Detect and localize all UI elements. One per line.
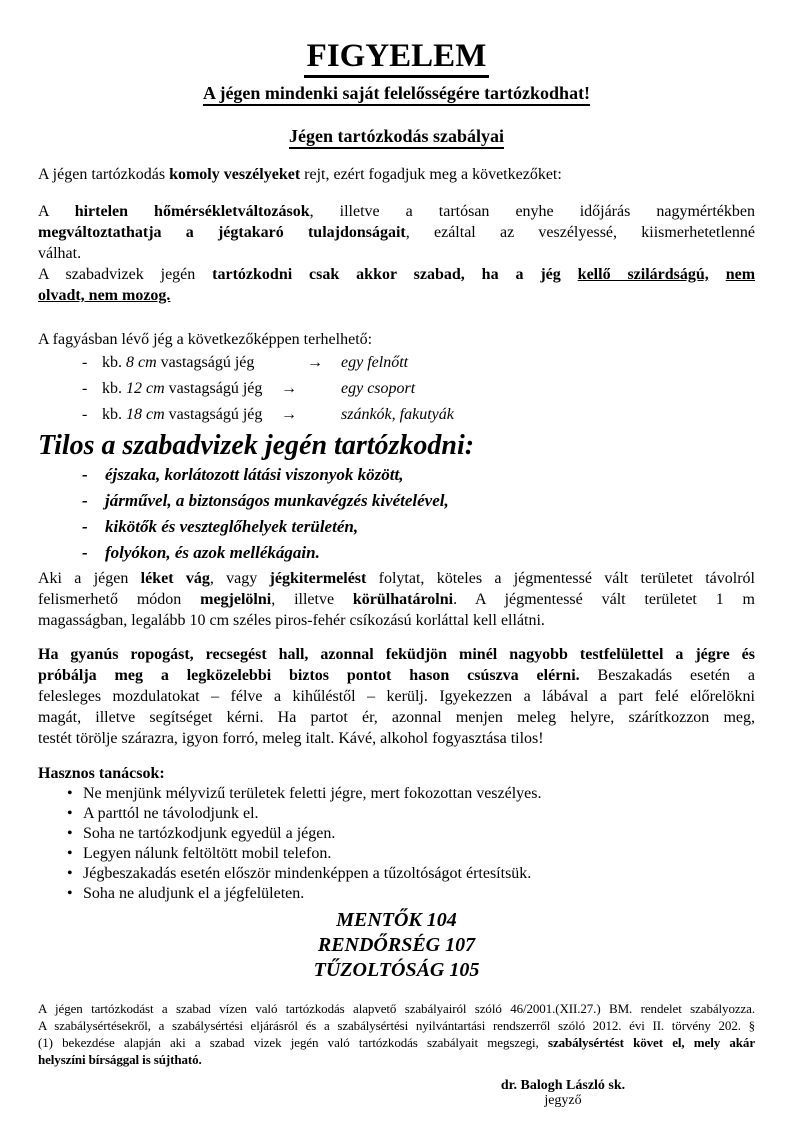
prohibition-text: járművel, a biztonságos munkavégzés kivételével, bbox=[105, 491, 449, 510]
text-line: A jégen tartózkodás komoly veszélyeket rejt, ezért fogadjuk meg a következőket: bbox=[38, 166, 562, 183]
prohibition-item bbox=[38, 488, 755, 514]
tip-item bbox=[38, 824, 755, 844]
prohibition-text: kikötők és veszteglőhelyek területén, bbox=[105, 517, 359, 536]
tip-text: Legyen nálunk feltöltött mobil telefon. bbox=[83, 845, 332, 862]
signature-block bbox=[463, 1078, 663, 1108]
text-line: Aki a jégen léket vág, vagy jégkitermelést folytat, köteles a jégmentessé vált területet távolról bbox=[38, 570, 755, 587]
emergency-ambulance-line: MENTŐK 104 bbox=[336, 909, 457, 931]
tip-text: Soha ne tartózkodjunk egyedül a jégen. bbox=[83, 825, 336, 842]
thickness-result: egy felnőtt bbox=[341, 354, 409, 371]
dash-icon: - bbox=[82, 406, 88, 423]
arrow-icon: → bbox=[281, 406, 297, 423]
tips-list bbox=[38, 784, 755, 904]
tip-item bbox=[38, 884, 755, 904]
ice-thickness-row bbox=[38, 350, 755, 376]
tip-item bbox=[38, 804, 755, 824]
intro-paragraph bbox=[38, 164, 755, 185]
ice-thickness-row bbox=[38, 376, 755, 402]
tip-text: Jégbeszakadás esetén először mindenképpen a tűzoltóságot értesítsük. bbox=[83, 865, 532, 882]
ice-thickness-row bbox=[38, 402, 755, 428]
bullet-icon: • bbox=[67, 825, 73, 842]
bullet-icon: • bbox=[67, 845, 73, 862]
thickness-result: egy csoport bbox=[341, 380, 416, 397]
text-line: helyszíni bírsággal is sújtható. bbox=[38, 1052, 202, 1067]
useful-tips-heading: Hasznos tanácsok: bbox=[38, 765, 165, 782]
prohibition-list bbox=[38, 462, 755, 566]
text-line: felesleges mozdulatokat – félve a kihűléstől – kerülj. Igyekezzen a lábával a part felé előrelökni bbox=[38, 688, 755, 705]
tip-text: Soha ne aludjunk el a jégfelületen. bbox=[83, 885, 305, 902]
ice-hole-paragraph bbox=[38, 568, 755, 631]
ice-thickness-list bbox=[38, 350, 755, 428]
text-line: A szabadvizek jegén tartózkodni csak akkor szabad, ha a jég kellő szilárdságú, nem bbox=[38, 266, 756, 283]
dash-icon: - bbox=[82, 380, 88, 397]
signatory-name: dr. Balogh László sk. bbox=[500, 1078, 626, 1093]
thickness-label: kb. 18 cm vastagságú jég bbox=[102, 406, 263, 423]
text-line: testét törölje szárazra, igyon forró, meleg italt. Kávé, alkohol fogyasztása tilos! bbox=[38, 730, 544, 747]
text-line: megváltoztathatja a jégtakaró tulajdonságait, ezáltal az veszélyessé, kiismerhetetlenné bbox=[38, 224, 755, 241]
text-line: magasságban, legalább 10 cm széles piros-fehér csíkozású korláttal kell ellátni. bbox=[38, 612, 545, 629]
prohibition-item bbox=[38, 462, 755, 488]
dash-icon: - bbox=[82, 543, 88, 562]
thickness-label: kb. 12 cm vastagságú jég bbox=[102, 380, 263, 397]
dash-icon: - bbox=[82, 517, 88, 536]
emergency-police-line: RENDŐRSÉG 107 bbox=[317, 934, 476, 956]
text-line: felismerhető módon megjelölni, illetve körülhatárolni. A jégmentessé vált területet 1 m bbox=[38, 591, 756, 608]
rules-heading: Jégen tartózkodás szabályai bbox=[38, 125, 755, 147]
tip-text: A parttól ne távolodjunk el. bbox=[83, 805, 259, 822]
prohibition-text: éjszaka, korlátozott látási viszonyok között, bbox=[105, 465, 404, 484]
dash-icon: - bbox=[82, 491, 88, 510]
dash-icon: - bbox=[82, 465, 88, 484]
ice-strength-paragraph bbox=[38, 264, 755, 306]
text-line: A jégen tartózkodást a szabad vízen való tartózkodás alapvető szabályairól szóló 46/2001.(XII.27.) BM. rendelet szabályozza. bbox=[38, 1001, 755, 1016]
thickness-result: szánkók, fakutyák bbox=[341, 406, 454, 423]
text-line: olvadt, nem mozog. bbox=[38, 287, 171, 304]
arrow-icon: → bbox=[281, 380, 297, 397]
prohibition-item bbox=[38, 540, 755, 566]
tip-item bbox=[38, 784, 755, 804]
prohibition-text: folyókon, és azok mellékágain. bbox=[105, 543, 320, 562]
emergency-procedure-paragraph bbox=[38, 644, 755, 749]
signatory-title: jegyző bbox=[544, 1093, 582, 1108]
bullet-icon: • bbox=[67, 805, 73, 822]
weather-paragraph bbox=[38, 201, 755, 264]
legal-paragraph bbox=[38, 1000, 755, 1068]
tip-item bbox=[38, 864, 755, 884]
text-line: A hirtelen hőmérsékletváltozások, illetve a tartósan enyhe időjárás nagymértékben bbox=[38, 203, 755, 220]
bullet-icon: • bbox=[67, 865, 73, 882]
text-line: (1) bekezdése alapján aki a szabad vizek jegén való tartózkodás szabályait megszegi, szabálysértést követ el, mely akár bbox=[38, 1035, 755, 1050]
emergency-numbers bbox=[38, 908, 755, 983]
load-capacity-intro: A fagyásban lévő jég a következőképpen terhelhető: bbox=[38, 331, 373, 348]
text-line: A szabálysértésekről, a szabálysértési eljárásról és a szabálysértési nyilvántartási rendszerről szóló 2012. évi II. törvény 202. § bbox=[38, 1018, 755, 1033]
text-line: válhat. bbox=[38, 245, 82, 262]
prohibition-heading: Tilos a szabadvizek jegén tartózkodni: bbox=[38, 430, 475, 461]
text-line: próbálja meg a legközelebbi biztos pontot hason csúszva elérni. Beszakadás esetén a bbox=[38, 667, 755, 684]
tip-text: Ne menjünk mélyvizű területek feletti jégre, mert fokozottan veszélyes. bbox=[83, 785, 542, 802]
tip-item bbox=[38, 844, 755, 864]
notice-title: FIGYELEM bbox=[38, 38, 755, 74]
text-line: Ha gyanús ropogást, recsegést hall, azonnal feküdjön minél nagyobb testfelülettel a jégre és bbox=[38, 646, 755, 663]
bullet-icon: • bbox=[67, 885, 73, 902]
thickness-label: kb. 8 cm vastagságú jég bbox=[102, 354, 255, 371]
emergency-fire-line: TŰZOLTÓSÁG 105 bbox=[313, 959, 480, 981]
bullet-icon: • bbox=[67, 785, 73, 802]
text-line: magát, illetve segítséget kérni. Ha partot ér, azonnal menjen meleg helyre, szárítkozzon meg, bbox=[38, 709, 755, 726]
prohibition-item bbox=[38, 514, 755, 540]
responsibility-warning: A jégen mindenki saját felelősségére tartózkodhat! bbox=[38, 82, 755, 104]
dash-icon: - bbox=[82, 354, 88, 371]
arrow-icon: → bbox=[307, 354, 323, 371]
